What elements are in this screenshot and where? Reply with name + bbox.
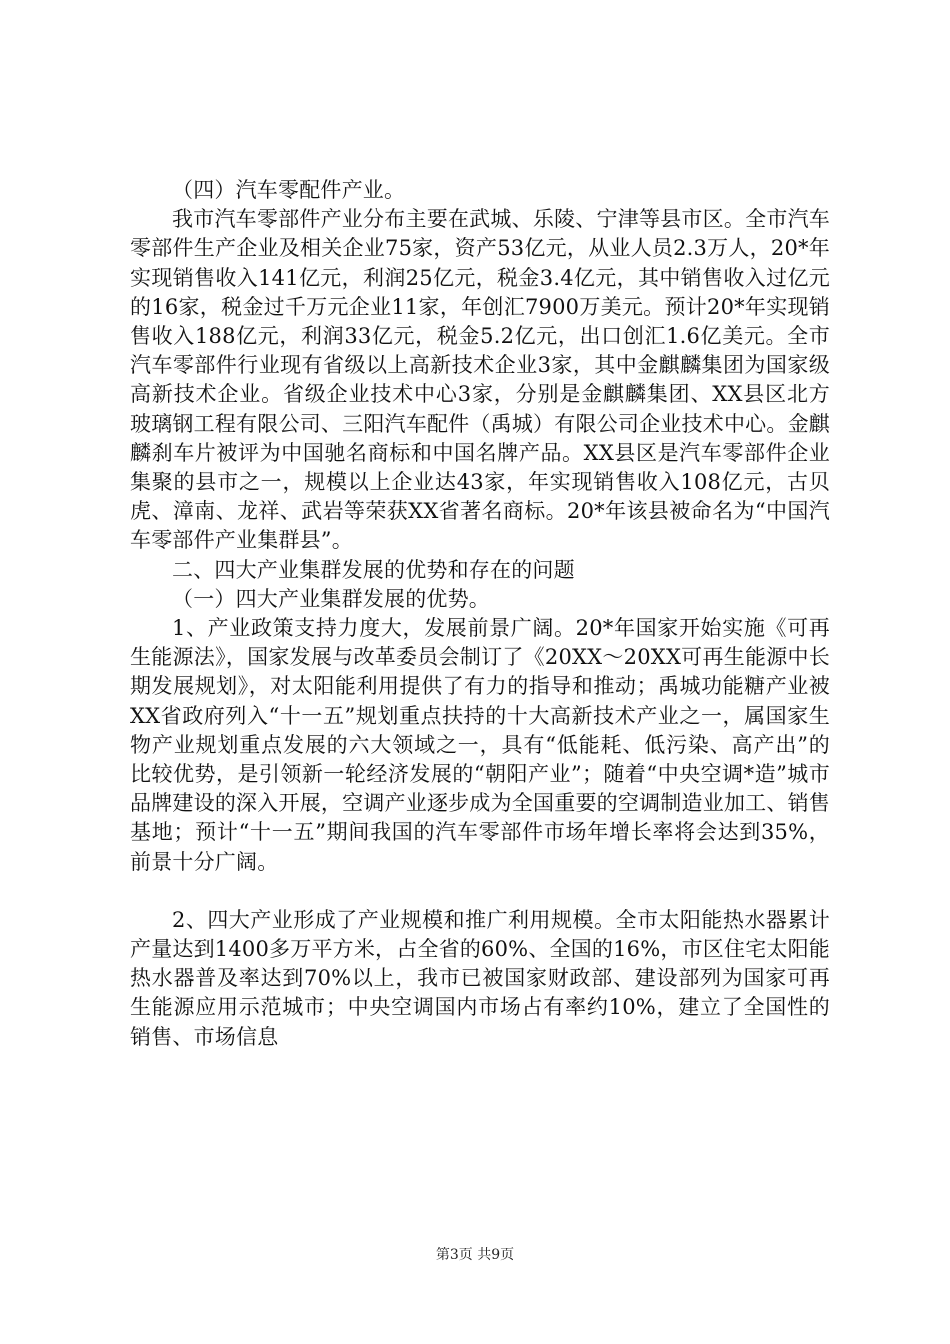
paragraph-policy-support: 1、产业政策支持力度大，发展前景广阔。20*年国家开始实施《可再生能源法》，国家发展与改革委员会制订了《20XX～20XX可再生能源中长期发展规划》，对太阳能利用提供了有力的指导和推动；禹城功能糖产业被XX省政府列入“十一五”规划重点扶持的十大高新技术产业之一，属国家生物产业规划重点发展的六大领域之一，具有“低能耗、低污染、高产出”的比较优势，是引领新一轮经济发展的“朝阳产业”；随着“中央空调*造”城市品牌建设的深入开展，空调产业逐步成为全国重要的空调制造业加工、销售基地；预计“十一五”期间我国的汽车零部件市场年增长率将会达到35%，前景十分广阔。 [130,616,830,874]
chapter-heading-advantages-problems: 二、四大产业集群发展的优势和存在的问题 [172,557,575,582]
page-number-footer: 第3页 共9页 [435,1247,515,1263]
document-body [130,176,830,1052]
paragraph-auto-parts-overview: 我市汽车零部件产业分布主要在武城、乐陵、宁津等县市区。全市汽车零部件生产企业及相关企业75家，资产53亿元，从业人员2.3万人，20*年实现销售收入141亿元，利润25亿元，税金3.4亿元，其中销售收入过亿元的16家，税金过千万元企业11家，年创汇7900万美元。预计20*年实现销售收入188亿元，利润33亿元，税金5.2亿元，出口创汇1.6亿美元。全市汽车零部件行业现有省级以上高新技术企业3家，其中金麒麟集团为国家级高新技术企业。省级企业技术中心3家，分别是金麒麟集团、XX县区北方玻璃钢工程有限公司、三阳汽车配件（禹城）有限公司企业技术中心。金麒麟刹车片被评为中国驰名商标和中国名牌产品。XX县区是汽车零部件企业集聚的县市之一，规模以上企业达43家，年实现销售收入108亿元，古贝虎、漳南、龙祥、武岩等荣获XX省著名商标。20*年该县被命名为“中国汽车零部件产业集群县”。 [130,207,830,553]
section-heading-advantages: （一）四大产业集群发展的优势。 [172,586,490,611]
paragraph-gap [130,877,830,906]
section-heading-auto-parts: （四）汽车零配件产业。 [172,178,406,202]
paragraph-industry-scale: 2、四大产业形成了产业规模和推广利用规模。全市太阳能热水器累计产量达到1400多万平方米，占全省的60%、全国的16%，市区住宅太阳能热水器普及率达到70%以上，我市已被国家财政部、建设部列为国家可再生能源应用示范城市；中央空调国内市场占有率约10%，建立了全国性的销售、市场信息 [130,907,830,1049]
